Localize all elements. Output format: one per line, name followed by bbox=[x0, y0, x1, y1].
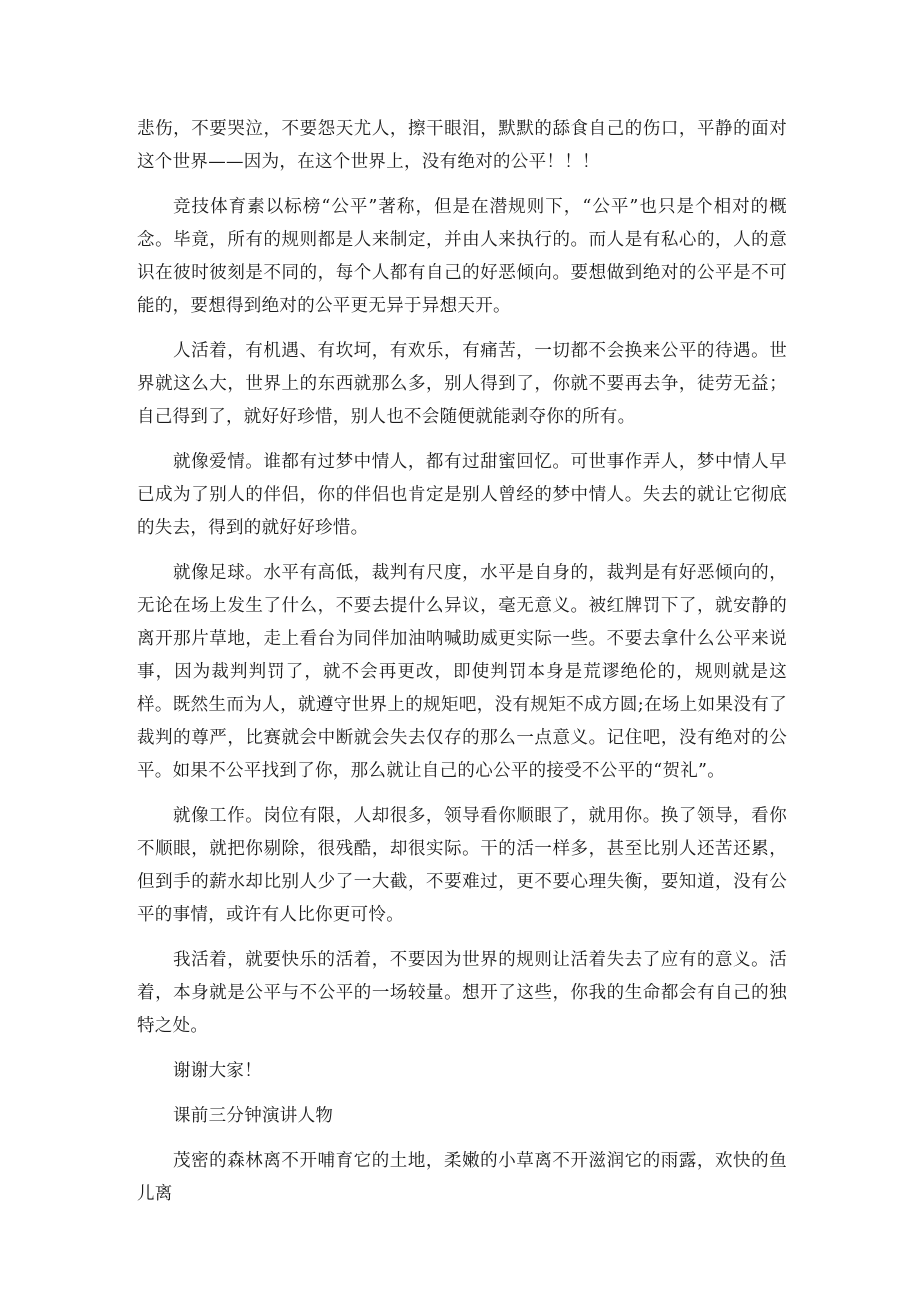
paragraph-5: 就像足球。水平有高低，裁判有尺度，水平是自身的，裁判是有好恶倾向的，无论在场上发生了什么，不要去提什么异议，毫无意义。被红牌罚下了，就安静的离开那片草地，走上看台为同伴加油呐喊助威更实际一些。不要去拿什么公平来说事，因为裁判判罚了，就不会再更改，即使判罚本身是荒谬绝伦的，规则就是这样。既然生而为人，就遵守世界上的规矩吧，没有规矩不成方圆;在场上如果没有了裁判的尊严，比赛就会中断就会失去仅存的那么一点意义。记住吧，没有绝对的公平。如果不公平找到了你，那么就让自己的心公平的接受不公平的“贺礼”。 bbox=[137, 563, 787, 781]
paragraph-7: 我活着，就要快乐的活着，不要因为世界的规则让活着失去了应有的意义。活着，本身就是公平与不公平的一场较量。想开了这些，你我的生命都会有自己的独特之处。 bbox=[137, 950, 787, 1036]
paragraph-2: 竞技体育素以标榜“公平”著称，但是在潜规则下，“公平”也只是个相对的概念。毕竟，所有的规则都是人来制定，并由人来执行的。而人是有私心的，人的意识在彼时彼刻是不同的，每个人都有自己的好恶倾向。要想做到绝对的公平是不可能的，要想得到绝对的公平更无异于异想天开。 bbox=[137, 197, 787, 316]
paragraph-1: 悲伤，不要哭泣，不要怨天尤人，擦干眼泪，默默的舔食自己的伤口，平静的面对这个世界——因为，在这个世界上，没有绝对的公平！！！ bbox=[137, 119, 787, 172]
paragraph-3: 人活着，有机遇、有坎坷，有欢乐，有痛苦，一切都不会换来公平的待遇。世界就这么大，世界上的东西就那么多，别人得到了，你就不要再去争，徒劳无益；自己得到了，就好好珍惜，别人也不会随便就能剥夺你的所有。 bbox=[137, 341, 787, 427]
closing-thanks: 谢谢大家！ bbox=[173, 1061, 262, 1081]
section-heading: 课前三分钟演讲人物 bbox=[173, 1106, 334, 1126]
paragraph-6: 就像工作。岗位有限，人却很多，领导看你顺眼了，就用你。换了领导，看你不顺眼，就把你剔除，很残酷，却很实际。干的活一样多，甚至比别人还苦还累，但到手的薪水却比别人少了一大截，不要难过，更不要心理失衡，要知道，没有公平的事情，或许有人比你更可怜。 bbox=[137, 806, 787, 925]
paragraph-4: 就像爱情。谁都有过梦中情人，都有过甜蜜回忆。可世事作弄人，梦中情人早已成为了别人的伴侣，你的伴侣也肯定是别人曾经的梦中情人。失去的就让它彻底的失去，得到的就好好珍惜。 bbox=[137, 452, 787, 538]
paragraph-8: 茂密的森林离不开哺育它的土地，柔嫩的小草离不开滋润它的雨露，欢快的鱼儿离 bbox=[137, 1151, 787, 1204]
document-body bbox=[137, 113, 787, 1223]
